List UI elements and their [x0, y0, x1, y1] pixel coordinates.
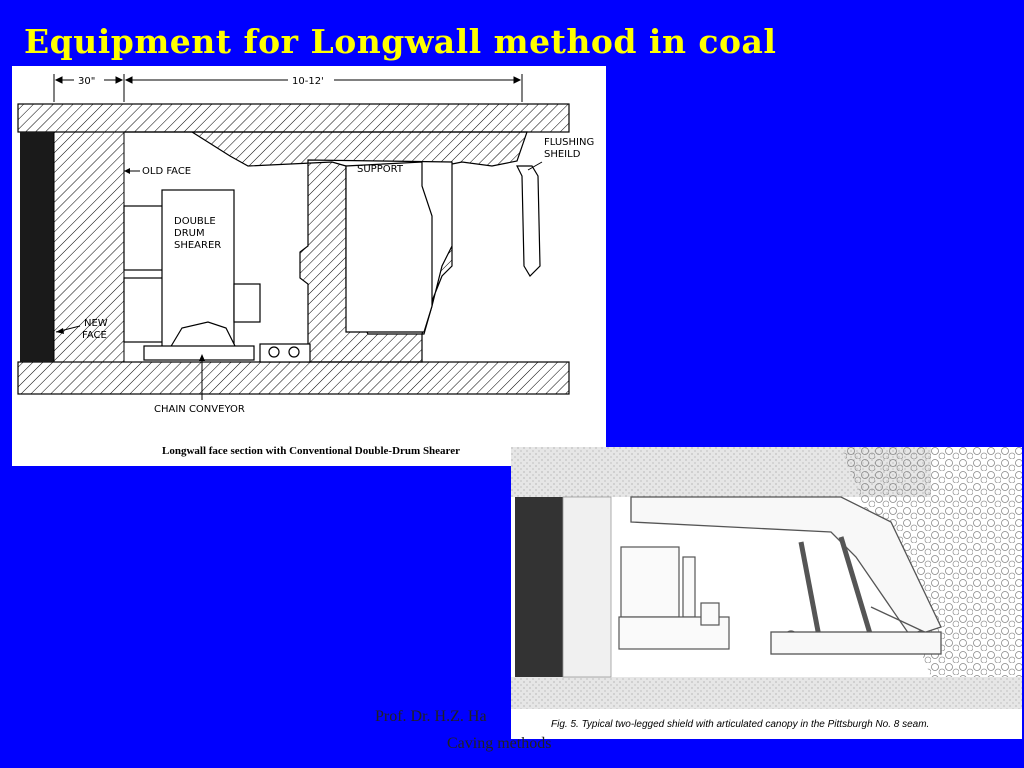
- footer-topic: Caving methods: [447, 735, 552, 752]
- shearer-2: [619, 547, 729, 649]
- new-face-label-line2: FACE: [82, 330, 107, 341]
- support-label: SUPPORT: [357, 164, 403, 175]
- chain-conveyor-label: CHAIN CONVEYOR: [154, 404, 245, 415]
- coal-seam: [20, 132, 54, 362]
- flushing-shield: [517, 166, 540, 276]
- longwall-face-section-figure: [12, 66, 606, 466]
- support-leg-frame: [346, 162, 432, 332]
- coal-seam-2: [515, 497, 563, 677]
- dim-left-label: 30": [78, 76, 96, 87]
- shield-diagram: [511, 447, 1022, 739]
- two-legged-shield-figure: [511, 447, 1022, 739]
- floor-strata: [18, 362, 569, 394]
- figure2-caption: Fig. 5. Typical two-legged shield with articulated canopy in the Pittsburgh No. 8 seam.: [551, 719, 930, 730]
- slide-title: Equipment for Longwall method in coal: [24, 22, 777, 61]
- roof-strata: [18, 104, 569, 132]
- shearer-label-line1: DOUBLE: [174, 216, 216, 227]
- new-face-label-line1: NEW: [84, 318, 108, 329]
- old-face-label: OLD FACE: [142, 166, 192, 177]
- shearer-label-line3: SHEARER: [174, 240, 222, 251]
- longwall-face-diagram: [12, 66, 606, 466]
- shearer-label-line2: DRUM: [174, 228, 205, 239]
- floor-rock: [511, 677, 1022, 709]
- figure1-caption: Longwall face section with Conventional Double-Drum Shearer: [162, 445, 461, 457]
- dim-right-label: 10-12': [292, 76, 324, 87]
- chain-conveyor: [260, 344, 310, 362]
- face-zone: [563, 497, 611, 677]
- flushing-label-line1: FLUSHING: [544, 137, 595, 148]
- flushing-label-line2: SHEILD: [544, 149, 581, 160]
- footer-author: Prof. Dr. H.Z. Ha: [375, 708, 487, 725]
